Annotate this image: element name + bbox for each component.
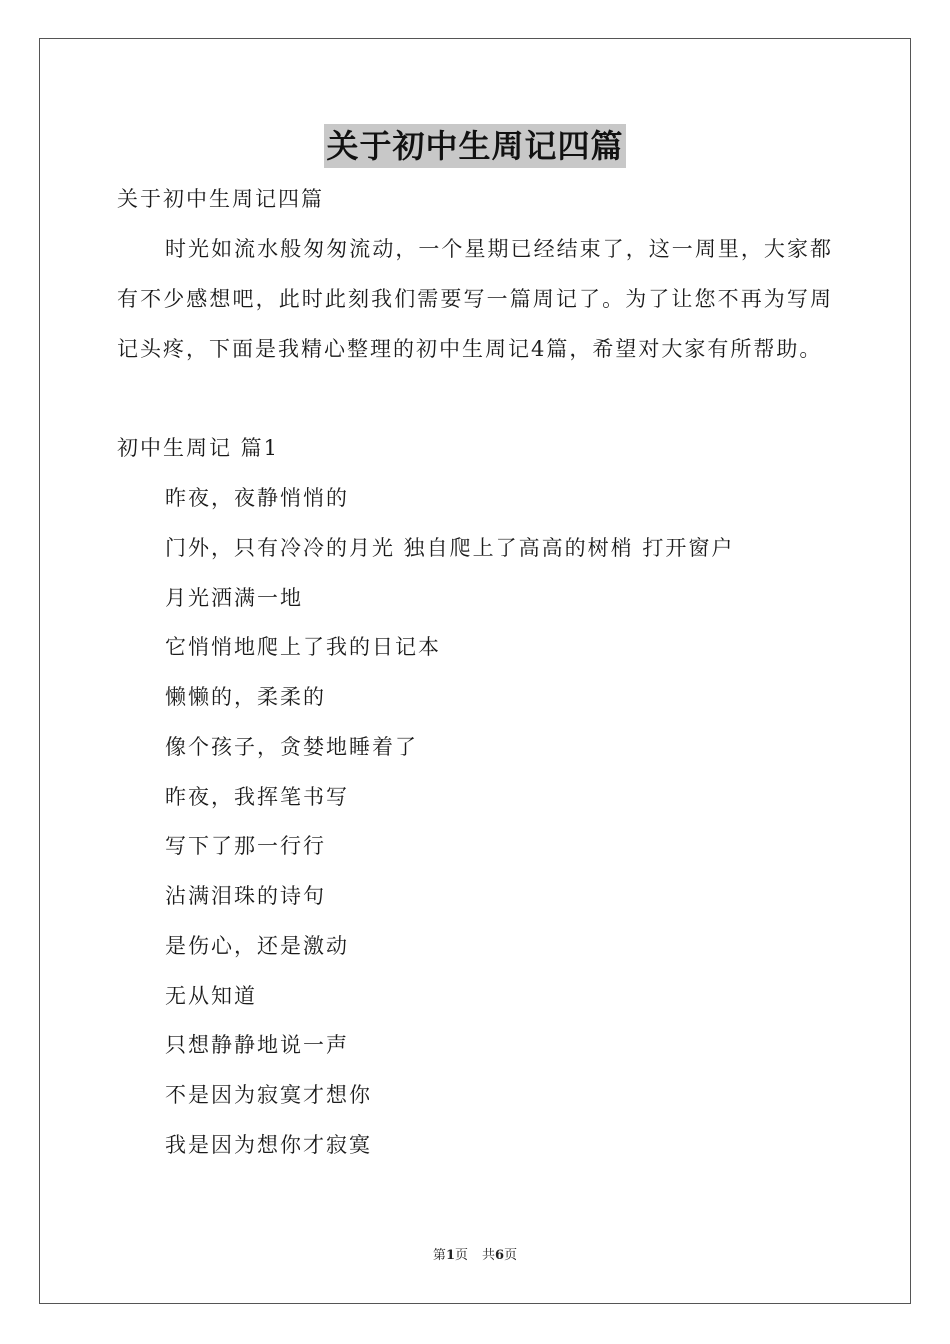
poem-line: 写下了那一行行 xyxy=(165,834,326,858)
poem-line: 无从知道 xyxy=(165,984,257,1008)
poem-line: 懒懒的，柔柔的 xyxy=(165,685,326,709)
document-title: 关于初中生周记四篇 xyxy=(324,124,625,168)
poem-line: 不是因为寂寞才想你 xyxy=(165,1083,372,1107)
page-footer xyxy=(0,1247,950,1265)
poem-line: 昨夜，我挥笔书写 xyxy=(165,785,349,809)
poem-line: 只想静静地说一声 xyxy=(165,1033,349,1057)
page-number: 1 xyxy=(445,1248,455,1263)
page-suffix: 页 xyxy=(454,1248,468,1263)
poem-line: 它悄悄地爬上了我的日记本 xyxy=(165,635,441,659)
document-subtitle: 关于初中生周记四篇 xyxy=(117,187,324,211)
poem-line: 沾满泪珠的诗句 xyxy=(165,884,326,908)
poem-line: 像个孩子，贪婪地睡着了 xyxy=(165,735,418,759)
section-heading: 初中生周记 篇1 xyxy=(117,436,280,460)
total-prefix: 共 xyxy=(482,1248,496,1263)
total-pages: 6 xyxy=(495,1248,505,1263)
intro-paragraph: 时光如流水般匆匆流动，一个星期已经结束了，这一周里，大家都有不少感想吧，此时此刻我们需要写一篇周记了。为了让您不再为写周记头疼，下面是我精心整理的初中生周记4篇，希望对大家有所帮助。 xyxy=(117,237,833,361)
poem-line: 我是因为想你才寂寞 xyxy=(165,1133,372,1157)
title-container xyxy=(0,124,950,168)
poem-line: 是伤心，还是激动 xyxy=(165,934,349,958)
poem-line: 门外，只有冷冷的月光 独自爬上了高高的树梢 打开窗户 xyxy=(165,536,735,560)
page-prefix: 第 xyxy=(432,1248,446,1263)
total-suffix: 页 xyxy=(504,1248,518,1263)
poem-line: 昨夜，夜静悄悄的 xyxy=(165,486,349,510)
poem-line: 月光洒满一地 xyxy=(165,586,303,610)
